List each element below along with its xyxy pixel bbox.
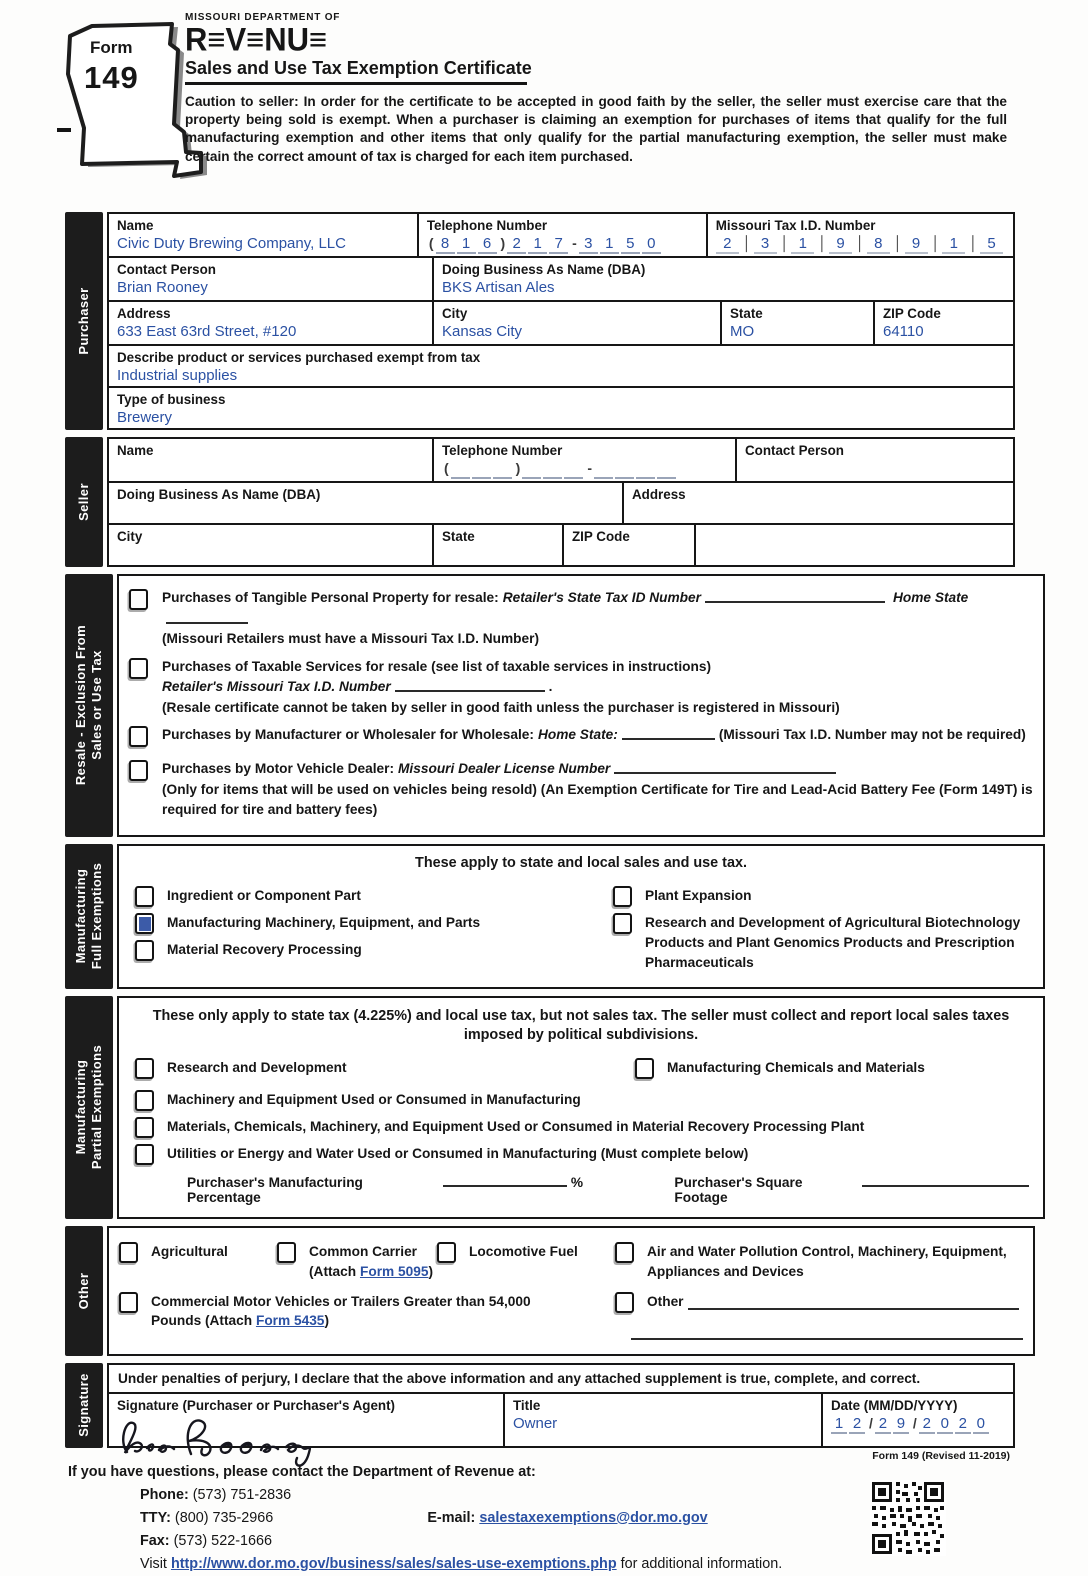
percent-sign: % — [570, 1174, 584, 1190]
other-item-other — [615, 1292, 1023, 1340]
locomotive-fuel-checkbox[interactable] — [437, 1242, 456, 1263]
seller-section — [65, 437, 1088, 567]
signature-side-bar — [65, 1363, 103, 1448]
item-label: Common Carrier — [309, 1243, 418, 1259]
item-italic: Retailer's Missouri Tax I.D. Number — [162, 679, 391, 695]
mfg-full-item — [613, 913, 1027, 973]
other-item-air-water — [615, 1242, 1023, 1282]
mfg-partial-item — [635, 1058, 1033, 1079]
mfg-full-item — [135, 886, 613, 907]
visit-suffix: for additional information. — [620, 1555, 783, 1572]
item-label: Material Recovery Processing — [167, 942, 362, 958]
state-label: State — [730, 306, 763, 321]
state-value[interactable] — [442, 546, 554, 563]
resale-side-label-line1: Resale - Exclusion From — [72, 625, 88, 786]
mfg-full-side-bar — [65, 844, 113, 989]
dealer-license-blank[interactable] — [614, 769, 836, 774]
manufacturing-percentage-blank[interactable] — [443, 1182, 567, 1187]
date-field[interactable] — [823, 1394, 1013, 1446]
purchaser-address-field[interactable] — [109, 302, 434, 344]
city-value[interactable] — [117, 546, 424, 563]
machinery-consumed-checkbox[interactable] — [135, 1090, 154, 1111]
phone-label: Telephone Number — [426, 218, 548, 233]
date-value[interactable]: 1 2 / 2 9 / 2 0 2 0 — [831, 1415, 1005, 1434]
form-word: Form — [90, 38, 133, 57]
square-footage-blank[interactable] — [862, 1182, 1029, 1187]
form-5435-link[interactable]: Form 5435 — [255, 1313, 325, 1329]
seller-phone-field[interactable] — [434, 439, 737, 481]
seller-name-field[interactable] — [109, 439, 434, 481]
seller-side-label: Seller — [75, 483, 91, 521]
item-italic: Home State: — [537, 727, 618, 743]
item-text: Purchases by Motor Vehicle Dealer: — [162, 761, 395, 777]
other-item-commercial — [119, 1292, 615, 1332]
form-number: 149 — [84, 60, 139, 95]
attach-prefix: (Attach — [309, 1263, 357, 1279]
square-footage-label: Purchaser's Square Footage — [674, 1174, 803, 1205]
fax-number: (573) 522-1666 — [173, 1532, 273, 1549]
signature-label: Signature (Purchaser or Purchaser's Agent) — [117, 1397, 396, 1413]
email-link[interactable]: salestaxexemptions@dor.mo.gov — [479, 1509, 708, 1526]
item-label: Materials, Chemicals, Machinery, and Equipment Used or Consumed in Material Recovery Processing Plant — [167, 1118, 865, 1134]
describe-label: Describe product or services purchased exempt from tax — [117, 350, 481, 365]
item-label: Other — [647, 1293, 684, 1309]
form-revision: Form 149 (Revised 11-2019) — [872, 1449, 1010, 1462]
dba-label: Doing Business As Name (DBA) — [117, 487, 321, 502]
other-blank-line2[interactable] — [631, 1335, 1023, 1340]
address-value[interactable]: 633 East 63rd Street, #120 — [117, 323, 297, 340]
purchaser-describe-field[interactable] — [109, 346, 1013, 386]
agricultural-checkbox[interactable] — [119, 1242, 138, 1263]
taxid-value[interactable]: 2 │ 3 │ 1 │ 9 │ 8 │ 9 │ 1 │ 5 — [716, 235, 1005, 254]
item-tail: (Missouri Tax I.D. Number may not be required) — [718, 727, 1026, 743]
mfg-machinery-checkbox[interactable] — [135, 913, 154, 934]
dba-label: Doing Business As Name (DBA) — [442, 262, 646, 277]
name-value[interactable] — [117, 460, 424, 477]
form-header — [0, 0, 1088, 212]
taxable-services-checkbox[interactable] — [129, 658, 148, 679]
mfg-partial-item — [129, 1090, 1033, 1111]
manufacturing-percentage-label: Purchaser's Manufacturing Percentage — [187, 1174, 363, 1205]
mfg-chemicals-checkbox[interactable] — [635, 1058, 654, 1079]
attach-suffix: ) — [324, 1313, 329, 1329]
purchaser-name-field[interactable] — [109, 214, 419, 256]
purchaser-state-field[interactable] — [722, 302, 875, 344]
visit-line — [140, 1553, 1018, 1576]
item-label: Manufacturing Chemicals and Materials — [667, 1059, 925, 1075]
attach-prefix: Pounds (Attach — [151, 1313, 253, 1329]
date-label: Date (MM/DD/YYYY) — [831, 1397, 958, 1413]
mfg-partial-side-label-line2: Partial Exemptions — [89, 1045, 104, 1170]
phone-number: (573) 751-2836 — [192, 1486, 292, 1503]
purchaser-type-field[interactable] — [109, 388, 1013, 428]
item-label: Utilities or Energy and Water Used or Consumed in Manufacturing (Must complete below) — [167, 1145, 749, 1161]
qr-code — [870, 1480, 946, 1556]
phone-value[interactable]: ( 8 1 6 ) 2 1 7 - 3 1 5 0 — [427, 235, 698, 254]
resale-item-services — [129, 657, 1033, 719]
mfg-full-item — [613, 886, 1027, 907]
item-label: Manufacturing Machinery, Equipment, and Parts — [167, 915, 481, 931]
contact-label: Contact Person — [745, 443, 844, 458]
purchaser-taxid-field[interactable] — [708, 214, 1013, 256]
purchaser-city-field[interactable] — [434, 302, 722, 344]
item-note: (Only for items that will be used on vehicles being resold) (An Exemption Certificate for Tire and Lead-Acid Battery Fee (Form 149T) is required for tire and battery fees) — [162, 781, 1033, 818]
purchaser-zip-field[interactable] — [875, 302, 1013, 344]
other-item-locomotive — [437, 1242, 615, 1263]
title-field[interactable] — [505, 1394, 823, 1446]
other-blank-line1[interactable] — [688, 1305, 1019, 1310]
plant-expansion-checkbox[interactable] — [613, 886, 632, 907]
seller-city-field[interactable] — [109, 525, 434, 565]
email-label: E-mail: — [427, 1509, 476, 1526]
resale-item-tangible — [129, 588, 1033, 650]
mfg-partial-item — [129, 1058, 635, 1079]
common-carrier-checkbox[interactable] — [277, 1242, 296, 1263]
purchaser-side-label: Purchaser — [75, 287, 91, 355]
tangible-resale-checkbox[interactable] — [129, 589, 148, 610]
visit-prefix: Visit — [140, 1555, 167, 1572]
contact-value[interactable] — [745, 460, 1005, 477]
attach-suffix: ) — [428, 1263, 434, 1279]
name-value[interactable]: Civic Duty Brewing Company, LLC — [117, 235, 346, 252]
department-line: MISSOURI DEPARTMENT OF — [185, 12, 341, 23]
contact-intro: If you have questions, please contact the Department of Revenue at: — [68, 1463, 536, 1480]
mfg-full-side-label-line1: Manufacturing — [72, 869, 88, 964]
mfg-partial-item — [129, 1117, 1033, 1138]
address-label: Address — [117, 306, 171, 321]
material-recovery-checkbox[interactable] — [135, 940, 154, 961]
motor-vehicle-dealer-checkbox[interactable] — [129, 760, 148, 781]
signature-section — [65, 1363, 1088, 1448]
research-development-checkbox[interactable] — [135, 1058, 154, 1079]
mfg-partial-item — [129, 1144, 1033, 1165]
missouri-state-badge — [52, 8, 202, 183]
mfg-partial-header: These only apply to state tax (4.225%) and local use tax, but not sales tax. The seller must collect and report local sales taxes imposed by political subdivisions. — [152, 1007, 1010, 1044]
wholesale-checkbox[interactable] — [129, 726, 148, 747]
dba-value[interactable] — [117, 504, 614, 521]
name-label: Name — [117, 443, 154, 458]
seller-dba-field[interactable] — [109, 483, 624, 523]
ingredient-checkbox[interactable] — [135, 886, 154, 907]
mfg-full-side-label-line2: Full Exemptions — [89, 863, 104, 970]
item-label: Research and Development of Agricultural Biotechnology Products and Plant Genomics Products and Prescription Pharmaceuticals — [645, 915, 1021, 971]
exemptions-url-link[interactable]: http://www.dor.mo.gov/business/sales/sales-use-exemptions.php — [170, 1555, 617, 1572]
tty-label: TTY: — [140, 1509, 171, 1526]
scan-dash-artifact — [57, 128, 71, 132]
air-water-pollution-checkbox[interactable] — [615, 1242, 634, 1263]
title-underline — [185, 82, 527, 85]
dba-value[interactable]: BKS Artisan Ales — [442, 279, 555, 296]
other-section — [65, 1226, 1088, 1356]
phone-value[interactable]: ( ) - — [442, 460, 727, 479]
mfg-full-item — [135, 940, 613, 961]
contact-label: Contact Person — [117, 262, 216, 277]
item-label: Agricultural — [151, 1243, 228, 1259]
address-label: Address — [632, 487, 686, 502]
mfg-full-header: These apply to state and local sales and use tax. — [415, 854, 747, 871]
zip-label: ZIP Code — [883, 306, 941, 321]
zip-value[interactable] — [572, 546, 686, 563]
zip-value[interactable]: 64110 — [883, 323, 924, 340]
signature-side-label: Signature — [75, 1373, 91, 1437]
describe-value[interactable]: Industrial supplies — [117, 367, 238, 384]
fax-label: Fax: — [140, 1532, 170, 1549]
item-label: Machinery and Equipment Used or Consumed in Manufacturing — [167, 1091, 581, 1107]
phone-label: Telephone Number — [442, 443, 563, 458]
other-side-label: Other — [75, 1272, 91, 1310]
item-label: Research and Development — [167, 1059, 347, 1075]
manufacturing-partial-section — [65, 996, 1088, 1219]
item-note: (Resale certificate cannot be taken by seller in good faith unless the purchaser is registered in Missouri) — [162, 699, 840, 715]
city-label: City — [117, 529, 143, 544]
item-text: Purchases of Taxable Services for resale (see list of taxable services in instructions) — [162, 658, 712, 674]
seller-state-field[interactable] — [434, 525, 564, 565]
state-label: State — [442, 529, 475, 544]
form-5095-link[interactable]: Form 5095 — [359, 1263, 429, 1279]
purchaser-dba-field[interactable] — [434, 258, 1013, 300]
city-value[interactable]: Kansas City — [442, 323, 523, 340]
manufacturing-full-section — [65, 844, 1088, 989]
materials-recovery-plant-checkbox[interactable] — [135, 1117, 154, 1138]
item-label: Ingredient or Component Part — [167, 888, 361, 904]
purchaser-side-bar — [65, 212, 103, 430]
handwritten-signature[interactable] — [113, 1412, 363, 1462]
item-text: Purchases of Tangible Personal Property for resale: — [162, 590, 499, 605]
home-state-blank[interactable] — [166, 619, 248, 624]
title-label: Title — [513, 1397, 541, 1413]
resale-item-motor-vehicle — [129, 759, 1033, 821]
taxid-label: Missouri Tax I.D. Number — [715, 218, 876, 233]
other-checkbox[interactable] — [615, 1292, 634, 1313]
perjury-statement: Under penalties of perjury, I declare that the above information and any attached supplement is true, complete, and correct. — [109, 1365, 1013, 1394]
seller-zip-field[interactable] — [564, 525, 696, 565]
item-label: Plant Expansion — [645, 888, 752, 904]
mfg-partial-side-label-line1: Manufacturing — [72, 1060, 88, 1155]
name-label: Name — [117, 218, 154, 233]
item-text: Purchases by Manufacturer or Wholesaler for Wholesale: — [162, 727, 534, 743]
commercial-motor-vehicles-checkbox[interactable] — [119, 1292, 138, 1313]
home-state-blank[interactable] — [622, 735, 715, 740]
utilities-energy-checkbox[interactable] — [135, 1144, 154, 1165]
item-italic: Missouri Dealer License Number — [398, 761, 611, 777]
mfg-full-item — [135, 913, 613, 934]
seller-empty-area — [696, 525, 1013, 565]
resale-item-wholesale — [129, 725, 1033, 752]
resale-side-label-line2: Sales or Use Tax — [89, 650, 104, 761]
title-value[interactable]: Owner — [513, 1414, 558, 1432]
resale-side-bar — [65, 574, 113, 837]
tty-number: (800) 735-2966 — [174, 1509, 274, 1526]
other-item-agricultural — [119, 1242, 277, 1263]
purchaser-section — [65, 212, 1088, 430]
contact-value[interactable]: Brian Rooney — [117, 279, 208, 296]
zip-label: ZIP Code — [572, 529, 630, 544]
signature-field[interactable] — [109, 1394, 505, 1446]
state-value[interactable]: MO — [730, 323, 755, 340]
item-italic: Home State — [892, 590, 969, 605]
rd-agricultural-biotech-checkbox[interactable] — [613, 913, 632, 934]
seller-side-bar — [65, 437, 103, 567]
caution-text: Caution to seller: In order for the certificate to be accepted in good faith by the seller, the seller must exercise care that the property being sold is exempt. When a purchaser is claiming an exemption for purchases of items that qualify for the full manufacturing exemption and other items that only qualify for the partial manufacturing exemption, the seller must make certain the correct amount of tax is charged for each item purchased. — [185, 94, 1007, 164]
item-label: Commercial Motor Vehicles or Trailers Greater than 54,000 — [151, 1293, 531, 1309]
city-label: City — [442, 306, 468, 321]
item-note: (Missouri Retailers must have a Missouri Tax I.D. Number) — [162, 631, 540, 647]
item-label: Air and Water Pollution Control, Machinery, Equipment, Appliances and Devices — [647, 1243, 1007, 1279]
type-of-business-label: Type of business — [117, 392, 226, 407]
phone-label: Phone: — [140, 1486, 189, 1503]
seller-contact-field[interactable] — [737, 439, 1013, 481]
page-title: Sales and Use Tax Exemption Certificate — [185, 58, 532, 78]
item-tail: . — [548, 679, 553, 695]
seller-address-field[interactable] — [624, 483, 1013, 523]
footer — [68, 1464, 1018, 1576]
item-label: Locomotive Fuel — [469, 1243, 578, 1259]
address-value[interactable] — [632, 504, 1005, 521]
other-side-bar — [65, 1226, 103, 1356]
revenue-logo: R≡V≡NU≡ — [185, 20, 328, 58]
type-of-business-value[interactable]: Brewery — [117, 409, 173, 426]
item-italic: Retailer's State Tax ID Number — [502, 590, 701, 605]
mfg-partial-bottom-line — [187, 1175, 1033, 1205]
mfg-partial-side-bar — [65, 996, 113, 1219]
other-item-common-carrier — [277, 1242, 437, 1282]
retailer-mo-taxid-blank[interactable] — [395, 687, 545, 692]
retailer-state-taxid-blank[interactable] — [705, 598, 885, 603]
purchaser-phone-field[interactable] — [419, 214, 708, 256]
purchaser-contact-field[interactable] — [109, 258, 434, 300]
resale-section — [65, 574, 1088, 837]
